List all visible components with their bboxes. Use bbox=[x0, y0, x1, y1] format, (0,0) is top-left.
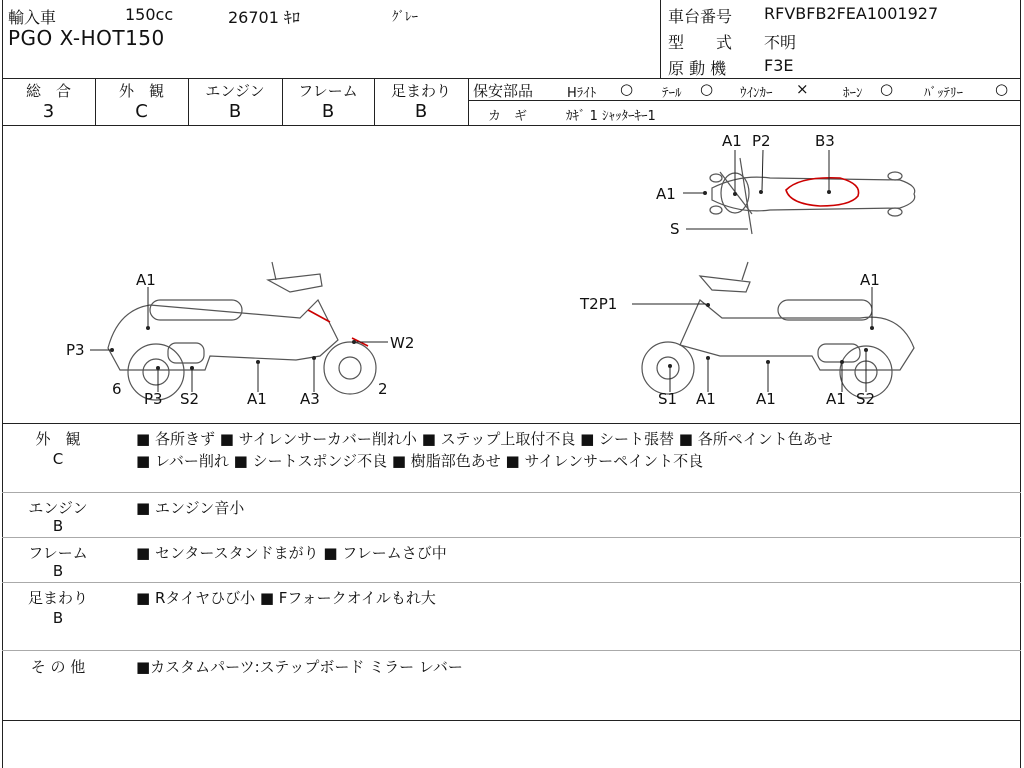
left-a1-bottom-label: A1 bbox=[247, 390, 267, 408]
battery-label: ﾊﾞｯﾃﾘｰ bbox=[924, 86, 963, 101]
model-value: 不明 bbox=[764, 33, 797, 52]
top-view-markers bbox=[703, 190, 831, 196]
comment-suspension-category: 足まわり bbox=[27, 589, 88, 607]
safety-parts-label: 保安部品 bbox=[473, 82, 534, 100]
comment-frame-line-1: ■ センタースタンドまがり ■ フレームさび中 bbox=[136, 544, 447, 562]
top-b3-label: B3 bbox=[815, 132, 835, 150]
comment-sep-4 bbox=[2, 650, 1021, 651]
exterior-label: 外 観 bbox=[118, 82, 164, 100]
winker-mark: × bbox=[796, 80, 809, 98]
frame-right-border bbox=[1020, 0, 1021, 768]
left-s2-label: S2 bbox=[180, 390, 200, 408]
right-a1-b3-label: A1 bbox=[826, 390, 846, 408]
model-name: PGO X-HOT150 bbox=[8, 26, 165, 50]
comment-sep-2 bbox=[2, 537, 1021, 538]
header-bottom-line bbox=[2, 78, 1021, 79]
frame-no-label: 車台番号 bbox=[668, 7, 733, 26]
comment-suspension-grade: B bbox=[52, 609, 64, 627]
comment-bottom-line bbox=[2, 720, 1021, 721]
vehicle-color: ｸﾞﾚｰ bbox=[392, 10, 418, 25]
top-a1-left-label: A1 bbox=[656, 185, 676, 203]
right-view-markers bbox=[668, 303, 874, 368]
top-p2-label: P2 bbox=[752, 132, 771, 150]
right-a1-label: A1 bbox=[860, 271, 880, 289]
top-a1-label: A1 bbox=[722, 132, 742, 150]
left-a1-label: A1 bbox=[136, 271, 156, 289]
frame-grade: B bbox=[321, 101, 335, 122]
comment-exterior-grade: C bbox=[52, 450, 64, 468]
header-divider bbox=[660, 0, 661, 78]
frame-grade-label: フレーム bbox=[298, 82, 358, 100]
left-p3-label: P3 bbox=[144, 390, 163, 408]
comment-exterior-category: 外 観 bbox=[35, 430, 81, 448]
engine-grade: B bbox=[228, 101, 242, 122]
comment-frame-grade: B bbox=[52, 562, 64, 580]
frame-no-value: RFVBFB2FEA1001927 bbox=[764, 4, 939, 23]
taillight-mark: ○ bbox=[700, 80, 714, 98]
overall-label: 総 合 bbox=[25, 82, 71, 100]
displacement: 150cc bbox=[125, 5, 174, 24]
comment-other-category: そ の 他 bbox=[30, 658, 86, 676]
winker-label: ｳｲﾝｶｰ bbox=[740, 86, 773, 101]
grade-col-line-5 bbox=[468, 78, 469, 125]
comment-other-line-1: ■カスタムパーツ:ステップボード ミラー レバー bbox=[136, 658, 463, 676]
engine-type-label: 原 動 機 bbox=[668, 59, 727, 78]
exterior-grade: C bbox=[135, 101, 148, 122]
suspension-grade-label: 足まわり bbox=[390, 82, 451, 100]
import-type: 輸入車 bbox=[8, 8, 57, 27]
key-value: ｶｷﾞ 1 ｼｬｯﾀｰｷｰ1 bbox=[566, 109, 656, 124]
key-label: カ ギ bbox=[488, 109, 528, 124]
top-view-scooter bbox=[710, 158, 915, 234]
comment-engine-category: エンジン bbox=[28, 499, 88, 517]
comment-suspension-line-1: ■ Rタイヤひび小 ■ Fフォークオイルもれ大 bbox=[136, 589, 436, 607]
left-two-label: 2 bbox=[378, 380, 388, 398]
horn-mark: ○ bbox=[880, 80, 894, 98]
horn-label: ﾎｰﾝ bbox=[843, 86, 863, 101]
right-s2-label: S2 bbox=[856, 390, 876, 408]
comment-frame-category: フレーム bbox=[28, 544, 88, 562]
comment-exterior-line-2: ■ レバー削れ ■ シートスポンジ不良 ■ 樹脂部色あせ ■ サイレンサーペイント不良 bbox=[136, 452, 704, 470]
comment-exterior-line-1: ■ 各所きず ■ サイレンサーカバー削れ小 ■ ステップ上取付不良 ■ シート張替 ■ 各所ペイント色あせ bbox=[136, 430, 833, 448]
left-a3-label: A3 bbox=[300, 390, 320, 408]
right-s1-label: S1 bbox=[658, 390, 678, 408]
comment-sep-1 bbox=[2, 492, 1021, 493]
left-six-label: 6 bbox=[112, 380, 122, 398]
battery-mark: ○ bbox=[995, 80, 1009, 98]
right-view-leaders bbox=[632, 287, 872, 392]
right-a1-b2-label: A1 bbox=[756, 390, 776, 408]
right-t2p1-label: T2P1 bbox=[580, 295, 618, 313]
overall-grade: 3 bbox=[42, 101, 55, 122]
engine-grade-label: エンジン bbox=[205, 82, 265, 100]
top-view-leaders bbox=[683, 150, 829, 229]
mileage: 26701 ｷﾛ bbox=[228, 8, 300, 27]
taillight-label: ﾃｰﾙ bbox=[662, 86, 682, 101]
right-a1-b1-label: A1 bbox=[696, 390, 716, 408]
headlight-mark: ○ bbox=[620, 80, 634, 98]
condition-diagram bbox=[0, 126, 1020, 422]
comment-engine-line-1: ■ エンジン音小 bbox=[136, 499, 245, 517]
engine-type-value: F3E bbox=[764, 56, 794, 75]
comment-engine-grade: B bbox=[52, 517, 64, 535]
comment-sep-3 bbox=[2, 582, 1021, 583]
headlight-label: Hﾗｲﾄ bbox=[567, 86, 597, 101]
diagram-bottom-line bbox=[2, 423, 1021, 424]
left-p3-side-label: P3 bbox=[66, 341, 85, 359]
model-label: 型 式 bbox=[668, 33, 733, 52]
suspension-grade: B bbox=[414, 101, 428, 122]
left-w2-label: W2 bbox=[390, 334, 415, 352]
top-s-label: S bbox=[670, 220, 680, 238]
